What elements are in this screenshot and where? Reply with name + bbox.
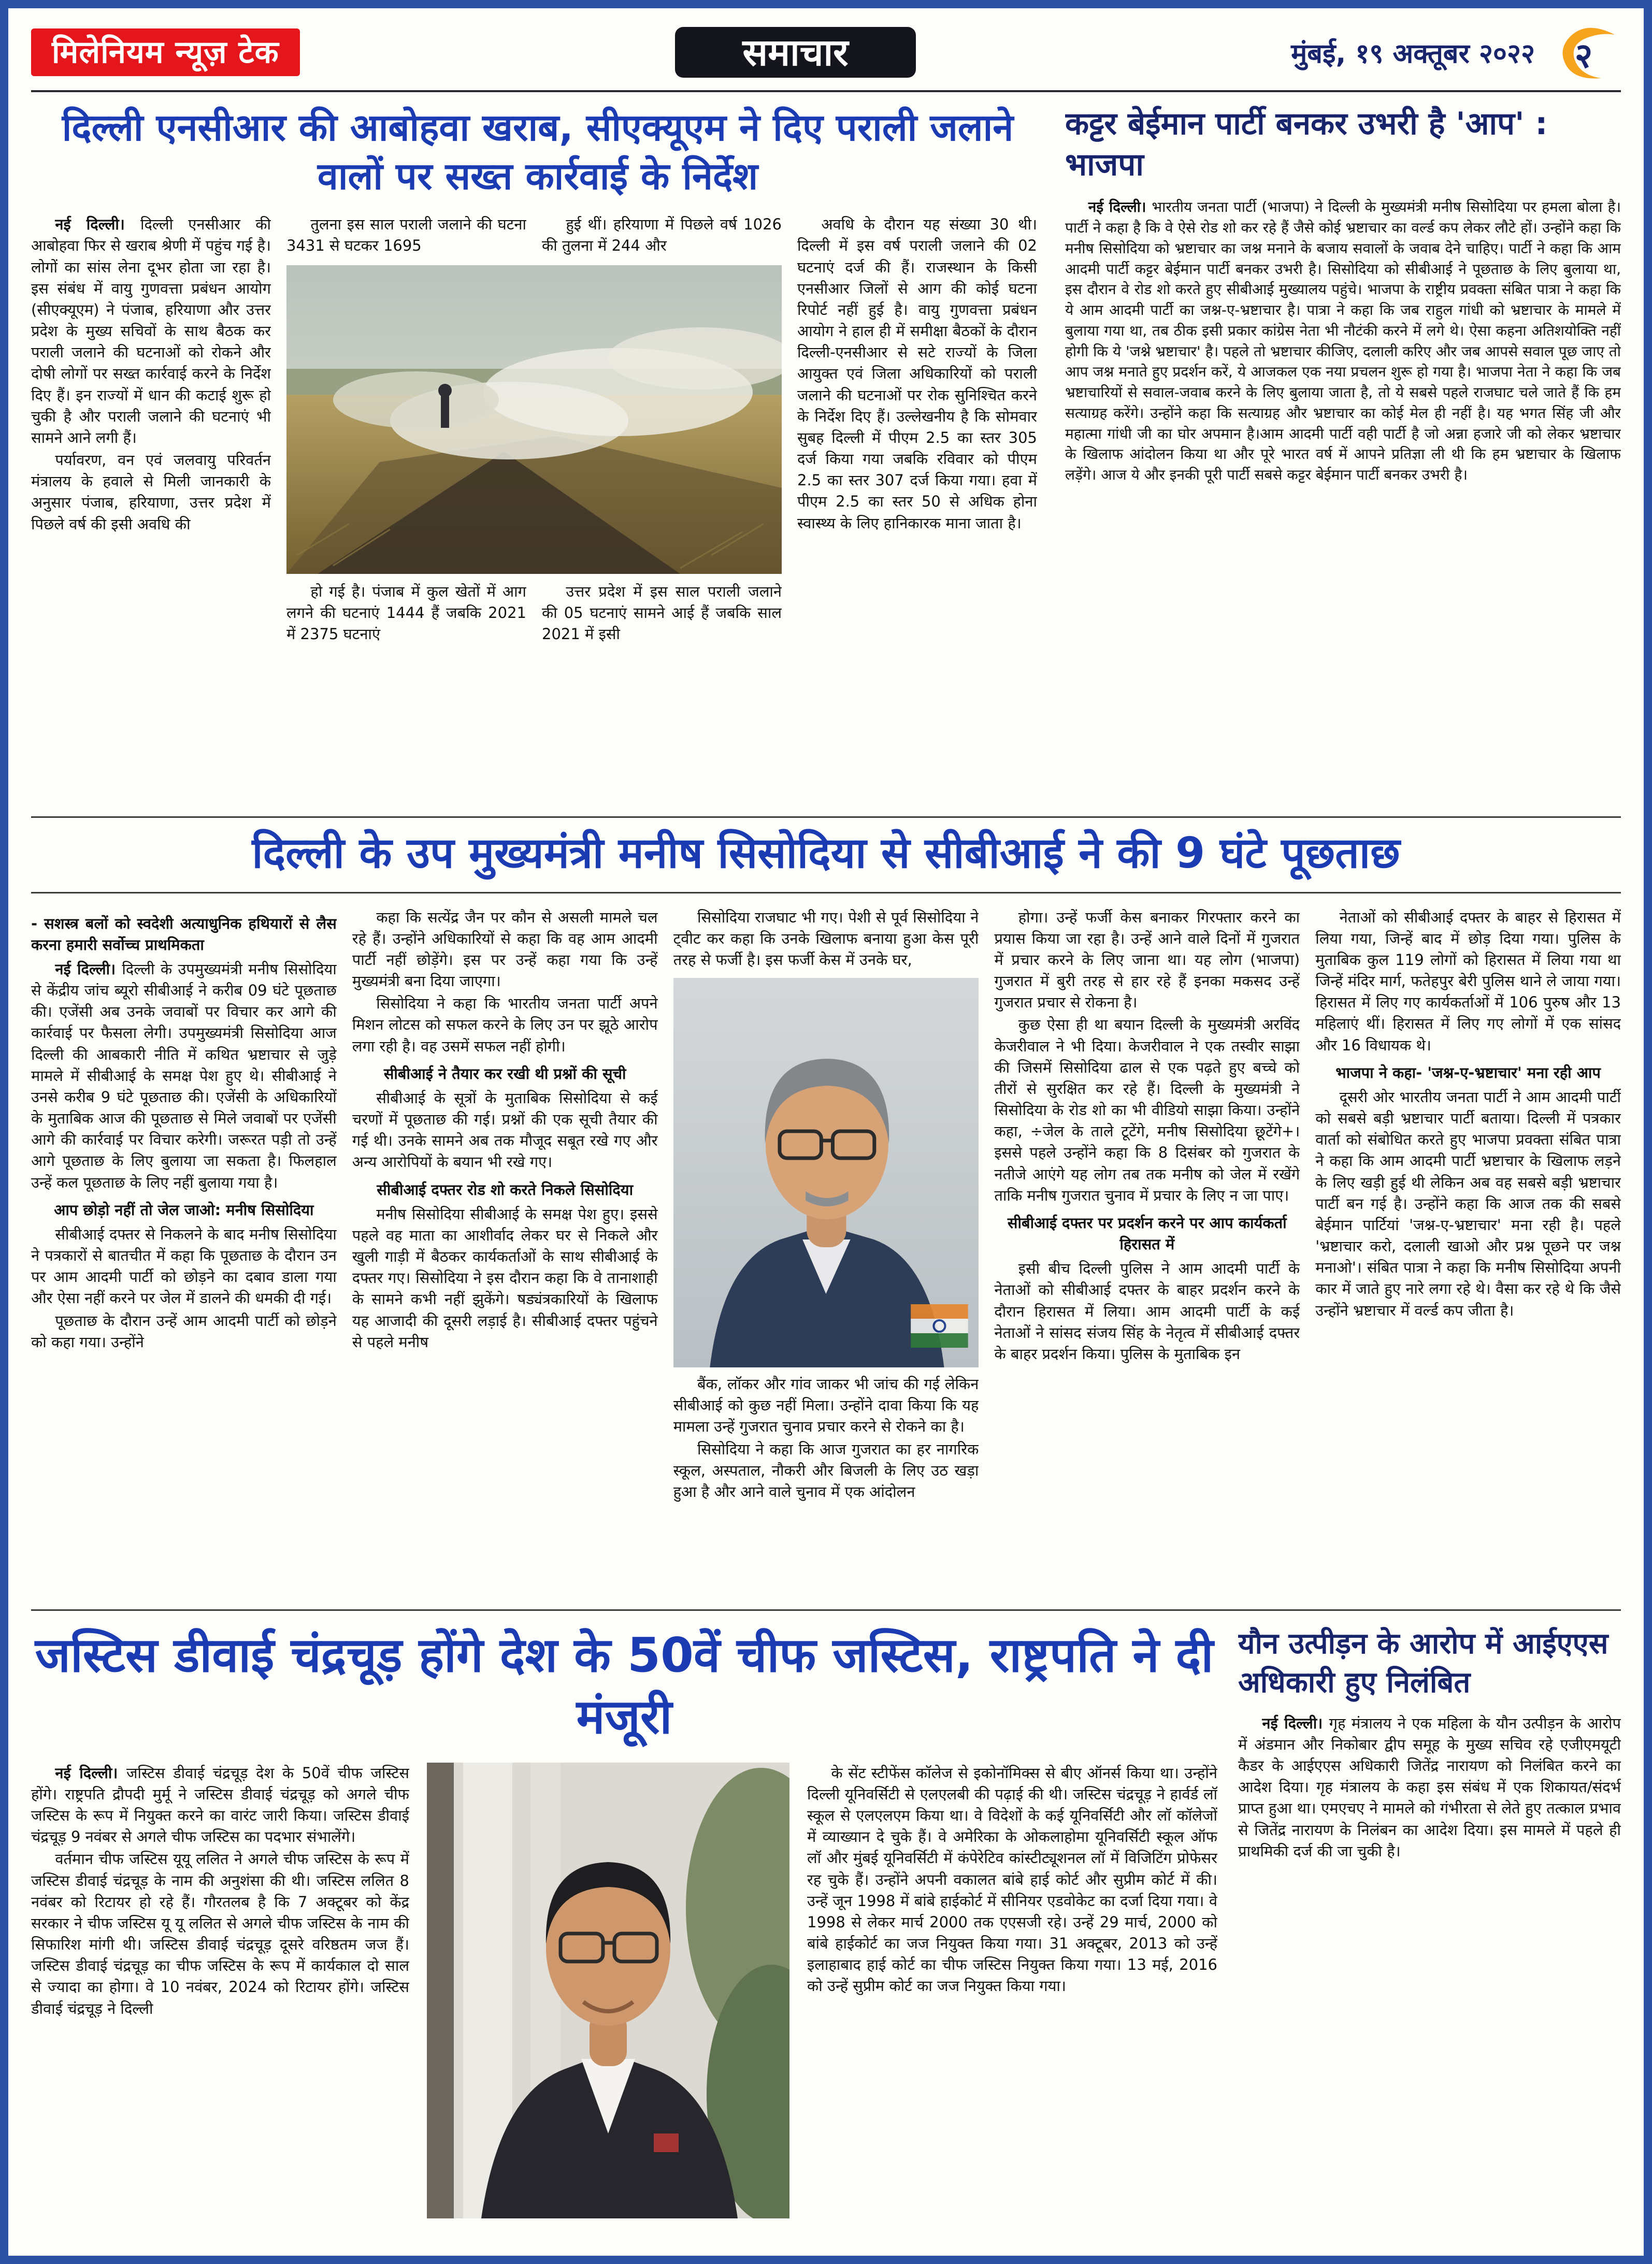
section-title: समाचार	[742, 31, 849, 74]
sub-heading: आप छोड़ो नहीं तो जेल जाओ: मनीष सिसोदिया	[54, 1201, 314, 1219]
chandrachud-portrait-photo	[427, 1763, 789, 2218]
paragraph: पूछताछ के दौरान उन्हें आम आदमी पार्टी को छोड़ने को कहा गया। उन्होंने	[31, 1311, 337, 1351]
paragraph: हुई थीं। हरियाणा में पिछले वर्ष 1026 की तुलना में 244 और	[542, 215, 782, 255]
paragraph: बैंक, लॉकर और गांव जाकर भी जांच की गई लेकिन सीबीआई को कुछ नहीं मिला। उन्होंने दावा किया कि यह मामला उन्हें गुजरात चुनाव प्रचार करने से रोकने का है।	[673, 1375, 979, 1436]
dateline: नई दिल्ली।	[55, 1764, 126, 1782]
mid-top-row	[286, 214, 782, 257]
paragraph: नेताओं को सीबीआई दफ्तर के बाहर से हिरासत में लिया गया, जिन्हें बाद में छोड़ दिया गया। पुलिस के मुताबिक कुल 119 लोगों को हिरासत में लिया गया था जिन्हें मंदिर मार्ग, फतेहपुर बेरी पुलिस थाने ले जाया गया। हिरासत में लिए गए कार्यकर्ताओं में 106 पुरुष और 13 महिलाएं थीं। हिरासत में लिए गए लोगों में एक सांसद और 16 विधायक थे।	[1315, 908, 1621, 1054]
paragraph: सीबीआई दफ्तर से निकलने के बाद मनीष सिसोदिया ने पत्रकारों से बातचीत में कहा कि पूछताछ के दौरान उन पर आम आदमी पार्टी को छोड़ने का दबाव डाला गया और ऐसा नहीं करने पर जेल में डालने की धमकी दी गई।	[31, 1225, 337, 1307]
masthead-logo	[31, 28, 300, 76]
paragraph: नई दिल्ली। दिल्ली के उपमुख्यमंत्री मनीष सिसोदिया से केंद्रीय जांच ब्यूरो सीबीआई ने करीब 09 घंटे पूछताछ की। एजेंसी अब उनके जवाबों पर विचार कर आगे की कार्रवाई पर फैसला लेगी। उपमुख्यमंत्री सिसोदिया आज दिल्ली की आबकारी नीति में कथित भ्रष्टाचार से जुड़े मामले में सीबीआई के समक्ष पेश हुए थे। सीबीआई ने उनसे करीब 9 घंटे पूछताछ की। एजेंसी के अधिकारियों के मुताबिक आज की पूछताछ से मिले जवाबों पर एजेंसी आगे की कार्रवाई पर विचार करेगी। जरूरत पड़ी तो उन्हें आगे पूछताछ के लिए बुलाया जा सकता है। फिलहाल उन्हें कल पूछताछ के लिए नहीं बुलाया गया है।	[31, 960, 337, 1191]
masthead-row	[31, 22, 1621, 83]
mid-bottom-row	[286, 581, 782, 646]
paragraph: वर्तमान चीफ जस्टिस यूयू ललित ने अगले चीफ जस्टिस के रूप में जस्टिस डीवाई चंद्रचूड़ के नाम की अनुशंसा की थी। जस्टिस ललित 8 नवंबर को रिटायर हो रहे हैं। गौरतलब है कि 7 अक्टूबर को केंद्र सरकार ने चीफ जस्टिस यू यू ललित से अगले चीफ जस्टिस के नाम की सिफारिश मांगी थी। जस्टिस डीवाई चंद्रचूड़ दूसरे वरिष्ठतम जज हैं। जस्टिस डीवाई चंद्रचूड़ का चीफ जस्टिस के रूप में कार्यकाल दो साल से ज्यादा का होगा। वे 10 नवंबर, 2024 को रिटायर होंगे। जस्टिस डीवाई चंद्रचूड़ ने दिल्ली	[31, 1850, 409, 2017]
paragraph: दूसरी ओर भारतीय जनता पार्टी ने आम आदमी पार्टी को सबसे बड़ी भ्रष्टाचार पार्टी बताया। दिल्ली में पत्रकार वार्ता को संबोधित करते हुए भाजपा प्रवक्ता संबित पात्रा ने कहा कि आम आदमी पार्टी भ्रष्टाचार के खिलाफ लड़ने के लिए खड़ी हुई थी लेकिन अब वह सबसे बड़ी भ्रष्टाचार पार्टी बन गई है। उन्होंने कहा कि आज तक की सबसे बेईमान पार्टियां 'जश्न-ए-भ्रष्टाचार' मना रही है। पहले 'भ्रष्टाचार करो, दलाली खाओ और प्रश्न पूछने पर जश्न मनाओ'। संबित पात्रा ने कहा कि मनीष सिसोदिया अपनी कार में जाते हुए नारे लगा रहे थे। वैसा कर रहे थे कि जैसे उन्होंने भ्रष्टाचार में वर्ल्ड कप जीता है।	[1315, 1088, 1621, 1319]
paragraph: अवधि के दौरान यह संख्या 30 थी। दिल्ली में इस वर्ष पराली जलाने की 02 घटनाएं दर्ज की हैं। राजस्थान के किसी एनसीआर जिलों से आग की कोई घटना रिपोर्ट नहीं हुई है। वायु गुणवत्ता प्रबंधन आयोग ने हाल ही में समीक्षा बैठकों के दौरान दिल्ली-एनसीआर से सटे राज्यों के जिला आयुक्त एवं जिला अधिकारियों को पराली जलाने की घटनाओं पर रोक सुनिश्चित करने के निर्देश दिए हैं। उल्लेखनीय है कि सोमवार सुबह दिल्ली में पीएम 2.5 का स्तर 305 दर्ज किया गया जबकि रविवार को पीएम 2.5 का स्तर 307 दर्ज किया गया। हवा में पीएम 2.5 का स्तर 50 से अधिक होना स्वास्थ्य के लिए हानिकारक माना जाता है।	[797, 215, 1037, 532]
story-caqm-headline: दिल्ली एनसीआर की आबोहवा खराब, सीएक्यूएम ने दिए पराली जलाने वालों पर सख्त कार्रवाई के निर्देश	[62, 106, 1014, 198]
dateline: नई दिल्ली।	[1262, 1714, 1329, 1732]
paragraph: उत्तर प्रदेश में इस साल पराली जलाने की 05 घटनाएं सामने आई हैं जबकि साल 2021 में इसी	[542, 582, 782, 643]
article-column	[994, 907, 1300, 1596]
article-column	[31, 907, 337, 1596]
article-column	[1065, 197, 1621, 808]
masthead-title: मिलेनियम न्यूज़ टेक	[52, 34, 279, 70]
article-column	[31, 1763, 409, 2221]
sisodia-portrait-photo	[673, 978, 979, 1367]
article-column-with-photo	[673, 907, 979, 1596]
page-number: २	[1574, 36, 1593, 76]
edition-date: मुंबई, १९ अक्तूबर २०२२	[1291, 38, 1535, 69]
article-column	[673, 907, 979, 972]
section-banner	[675, 27, 915, 78]
sisodia-portrait-illustration	[673, 978, 979, 1367]
sub-heading: सीबीआई दफ्तर पर प्रदर्शन करने पर आप कार्यकर्ता हिरासत में	[1007, 1214, 1287, 1253]
story-cji-headline: जस्टिस डीवाई चंद्रचूड़ होंगे देश के 50वें चीफ जस्टिस, राष्ट्रपति ने दी मंजूरी	[35, 1627, 1214, 1745]
article-column	[797, 214, 1037, 798]
story-cbi	[31, 816, 1621, 1596]
paragraph: सीबीआई के सूत्रों के मुताबिक सिसोदिया से कई चरणों में पूछताछ की गई। प्रश्नों की एक सूची तैयार की गई थी। उनके सामने अब तक मौजूद सबूत रखे गए और अन्य आरोपियों के बयान भी रखे गए।	[352, 1089, 658, 1171]
article-column	[673, 1374, 979, 1504]
story-bjp	[1065, 104, 1621, 813]
paragraph: होगा। उन्हें फर्जी केस बनाकर गिरफ्तार करने का प्रयास किया जा रहा है। उन्हें आने वाले दिनों में गुजरात में प्रचार करने के लिए जाना था। यह लोग (भाजपा) गुजरात में बुरी तरह से हार रहे हैं इनका मकसद उन्हें गुजरात प्रचार से रोकना है।	[994, 908, 1300, 1012]
paragraph: पर्यावरण, वन एवं जलवायु परिवर्तन मंत्रालय के हवाले से मिली जानकारी के अनुसार पंजाब, हरियाणा, उत्तर प्रदेश में पिछले वर्ष की इसी अवधि की	[31, 451, 271, 533]
paragraph: कहा कि सत्येंद्र जैन पर कौन से असली मामले चल रहे हैं। उन्होंने अधिकारियों से कहा कि वह आम आदमी पार्टी नहीं छोड़ेंगे। इस पर उन्हें कहा गया कि उन्हें मुख्यमंत्री बना दिया जाएगा।	[352, 908, 658, 990]
paragraph: तुलना इस साल पराली जलाने की घटना 3431 से घटकर 1695	[286, 215, 526, 255]
dateline: नई दिल्ली।	[55, 960, 122, 978]
sub-heading: भाजपा ने कहा- 'जश्न-ए-भ्रष्टाचार' मना रही आप	[1335, 1063, 1601, 1081]
story-bjp-headline: कट्टर बेईमान पार्टी बनकर उभरी है 'आप' : भाजपा	[1065, 106, 1548, 183]
sub-heading: सीबीआई दफ्तर रोड शो करते निकले सिसोदिया	[377, 1180, 634, 1199]
stubble-burning-photo	[286, 265, 782, 574]
story-caqm	[31, 104, 1044, 813]
bottom-section	[31, 1609, 1621, 2244]
article-column	[542, 581, 782, 646]
article-column	[807, 1763, 1217, 2221]
top-section	[31, 104, 1621, 813]
dateline: नई दिल्ली।	[55, 215, 140, 234]
paragraph: नई दिल्ली। भारतीय जनता पार्टी (भाजपा) ने दिल्ली के मुख्यमंत्री मनीष सिसोदिया पर हमला बोला है। पार्टी ने कहा है कि वे ऐसे रोड शो कर रहे हैं जैसे कोई भ्रष्टाचार का वर्ल्ड कप लेकर लौटे हों। उन्होंने कहा कि मनीष सिसोदिया को भ्रष्टाचार का जश्न मनाने के बजाय सवालों के जवाब देने चाहिए। पार्टी ने कहा कि आम आदमी पार्टी कट्टर बेईमान पार्टी बनकर उभरी है। सिसोदिया को सीबीआई ने पूछताछ के लिए बुलाया था, इस दौरान वे रोड शो करते हुए सीबीआई मुख्यालय पहुंचे। भाजपा के राष्ट्रीय प्रवक्ता संबित पात्रा ने कहा कि ये आम आदमी पार्टी का जश्न-ए-भ्रष्टाचार है। पात्रा ने कहा कि जब राहुल गांधी को भ्रष्टाचार के मामले में बुलाया गया था, तब ठीक इसी प्रकार कांग्रेस नेता भी नौटंकी करने में लगे थे। ऐसा कहना अतिशयोक्ति नहीं होगी कि ये 'जश्ने भ्रष्टाचार' है। पहले तो भ्रष्टाचार कीजिए, दलाली करिए और जब आपसे सवाल पूछ जाए तो आप जश्न मनाते हुए प्रदर्शन करें, ये आजकल एक नया प्रचलन शुरू हो गया है। भाजपा नेता ने कहा कि जब भ्रष्टाचारियों से सवाल-जवाब करने के लिए बुलाया जाता है, तो ये सबसे पहले राजघाट चले जाते हैं कि हम सत्याग्रह करेंगे। उन्होंने कहा कि सत्याग्रह और भ्रष्टाचार का कोई मेल ही नहीं है। यह भगत सिंह जी और महात्मा गांधी जी का घोर अपमान है।आम आदमी पार्टी वही पार्टी है जो अन्ना हजारे जी को लेकर भ्रष्टाचार के खिलाफ आंदोलन किया था और पूरे भारत वर्ष में आपने प्रतिज्ञा ली थी कि हम भ्रष्टाचार के खिलाफ लड़ेंगे। आज ये और इनकी पूरी पार्टी सबसे कट्टर बेईमान पार्टी बनकर उभरी है।	[1065, 198, 1621, 484]
page-number-badge	[1554, 23, 1621, 81]
chandrachud-portrait-illustration	[427, 1763, 789, 2218]
dateline: नई दिल्ली।	[1088, 198, 1152, 216]
paragraph: नई दिल्ली। गृह मंत्रालय ने एक महिला के यौन उत्पीड़न के आरोप में अंडमान और निकोबार द्वीप समूह के मुख्य सचिव रहे एजीएमयूटी कैडर के आईएएस अधिकारी जितेंद्र नारायण को निलंबित करने का आदेश दिया। गृह मंत्रालय के कहा इस संबंध में एक शिकायत/संदर्भ प्राप्त हुआ था। एमएचए ने मामले को गंभीरता से लेते हुए तत्काल प्रभाव से जितेंद्र नारायण के निलंबन का आदेश दिया। इस मामले में पहले ही प्राथमिकी दर्ज की जा चुकी है।	[1238, 1714, 1621, 1860]
paragraph: इसी बीच दिल्ली पुलिस ने आम आदमी पार्टी के नेताओं को सीबीआई दफ्तर के बाहर प्रदर्शन करने के दौरान हिरासत में लिया। आम आदमी पार्टी के कई नेताओं ने सांसद संजय सिंह के नेतृत्व में सीबीआई दफ्तर के बाहर प्रदर्शन किया। पुलिस के मुताबिक इन	[994, 1260, 1300, 1363]
article-column	[1238, 1713, 1621, 1863]
paragraph: सिसोदिया ने कहा कि आज गुजरात का हर नागरिक स्कूल, अस्पताल, नौकरी और बिजली के लिए उठ खड़ा हुआ है और आने वाले चुनाव में एक आंदोलन	[673, 1440, 979, 1501]
story-caqm-columns	[31, 214, 1044, 798]
story-ias	[1238, 1624, 1621, 2244]
story-ias-headline: यौन उत्पीड़न के आरोप में आईएएस अधिकारी हुए निलंबित	[1238, 1626, 1608, 1700]
paragraph: कुछ ऐसा ही था बयान दिल्ली के मुख्यमंत्री अरविंद केजरीवाल ने भी दिया। केजरीवाल ने एक तस्वीर साझा की जिसमें सिसोदिया ढाल से एक पढ़ते हुए बच्चे को तीरों से सुरक्षित कर रहे हैं। दिल्ली के मुख्यमंत्री ने सिसोदिया के रोड शो का भी वीडियो साझा किया। उन्होंने कहा, ÷जेल के ताले टूटेंगे, मनीष सिसोदिया छूटेंगे+। इससे पहले उन्होंने कहा कि 8 दिसंबर को गुजरात के नतीजे आएंगे यह लोग तब तक मनीष को जेल में रखेंगे ताकि मनीष गुजरात चुनाव में प्रचार के लिए न जा पाए।	[994, 1016, 1300, 1204]
story-cji	[31, 1624, 1217, 2244]
header-divider	[31, 90, 1621, 92]
article-column	[542, 214, 782, 257]
story-cbi-headline: दिल्ली के उप मुख्यमंत्री मनीष सिसोदिया से सीबीआई ने की 9 घंटे पूछताछ	[31, 816, 1621, 893]
article-column	[352, 907, 658, 1596]
paragraph: नई दिल्ली। दिल्ली एनसीआर की आबोहवा फिर से खराब श्रेणी में पहुंच गई है। लोगों का सांस लेना दूभर होता जा रहा है। इस संबंध में वायु गुणवत्ता प्रबंधन आयोग (सीएक्यूएम) ने पंजाब, हरियाणा और उत्तर प्रदेश के मुख्य सचिवों के साथ बैठक कर पराली जलाने की घटनाओं को रोकने और दोषी लोगों पर सख्त कार्रवाई करने के निर्देश दिए हैं। इन राज्यों में धान की कटाई शुरू हो चुकी है और पराली जलाने की घटनाएं भी सामने आने लगी हैं।	[31, 215, 271, 446]
story-cji-columns	[31, 1763, 1217, 2221]
paragraph: सिसोदिया ने कहा कि भारतीय जनता पार्टी अपने मिशन लोटस को सफल करने के लिए उन पर झूठे आरोप लगा रही है। वह उसमें सफल नहीं होगी।	[352, 994, 658, 1055]
sub-heading: - सशस्त्र बलों को स्वदेशी अत्याधुनिक हथियारों से लैस करना हमारी सर्वोच्च प्राथमिकता	[31, 914, 337, 954]
article-column	[1315, 907, 1621, 1596]
article-column	[31, 214, 271, 798]
paragraph: नई दिल्ली। जस्टिस डीवाई चंद्रचूड़ देश के 50वें चीफ जस्टिस होंगे। राष्ट्रपति द्रौपदी मुर्मू ने जस्टिस डीवाई चंद्रचूड़ को अगले चीफ जस्टिस के रूप में नियुक्त करने का वारंट जारी किया। जस्टिस डीवाई चंद्रचूड़ 9 नवंबर से अगले चीफ जस्टिस का पदभार संभालेंगे।	[31, 1764, 409, 1846]
article-column	[286, 581, 526, 646]
paragraph: मनीष सिसोदिया सीबीआई के समक्ष पेश हुए। इससे पहले वह माता का आशीर्वाद लेकर घर से निकले और खुली गाड़ी में बैठकर कार्यकर्ताओं के साथ सीबीआई के दफ्तर गए। सिसोदिया ने इस दौरान कहा कि वे तानाशाही के सामने कभी नहीं झुकेंगे। षड्यंत्रकारियों के खिलाफ यह आजादी की दूसरी लड़ाई है। सीबीआई दफ्तर पहुंचने से पहले मनीष	[352, 1205, 658, 1351]
sub-heading: सीबीआई ने तैयार कर रखी थी प्रश्नों की सूची	[383, 1064, 626, 1083]
stubble-burning-illustration	[286, 265, 782, 574]
paragraph: सिसोदिया राजघाट भी गए। पेशी से पूर्व सिसोदिया ने ट्वीट कर कहा कि उनके खिलाफ बनाया हुआ केस पूरी तरह से फर्जी है। इस फर्जी केस में उनके घर,	[673, 908, 979, 969]
paragraph: के सेंट स्टीफेंस कॉलेज से इकोनॉमिक्स से बीए ऑनर्स किया था। उन्होंने दिल्ली यूनिवर्सिटी से एलएलबी की पढ़ाई की थी। जस्टिस चंद्रचूड़ ने हार्वर्ड लॉ स्कूल से एलएलएम किया था। वे विदेशों के कई यूनिवर्सिटी और लॉ कॉलेजों में व्याख्यान दे चुके हैं। वे अमेरिका के ओकलाहोमा यूनिवर्सिटी स्कूल ऑफ लॉ और मुंबई यूनिवर्सिटी में कंपेरेटिव कांस्टीट्यूशनल लॉ में विजिटिंग प्रोफेसर रह चुके हैं। उन्होंने अपनी वकालत बांबे हाई कोर्ट और सुप्रीम कोर्ट में की। उन्हें जून 1998 में बांबे हाईकोर्ट में सीनियर एडवोकेट का दर्जा दिया गया। वे 1998 से लेकर मार्च 2000 तक एएसजी रहे। उन्हें 29 मार्च, 2000 को बांबे हाईकोर्ट का जज नियुक्त किया गया। 31 अक्टूबर, 2013 को उन्हें इलाहाबाद हाई कोर्ट का चीफ जस्टिस नियुक्त किया गया। 13 मई, 2016 को उन्हें सुप्रीम कोर्ट का जज नियुक्त किया गया।	[807, 1764, 1217, 1995]
article-middle-block	[286, 214, 782, 798]
paragraph: हो गई है। पंजाब में कुल खेतों में आग लगने की घटनाएं 1444 हैं जबकि 2021 में 2375 घटनाएं	[286, 582, 526, 643]
article-column	[286, 214, 526, 257]
story-cbi-columns	[31, 907, 1621, 1596]
